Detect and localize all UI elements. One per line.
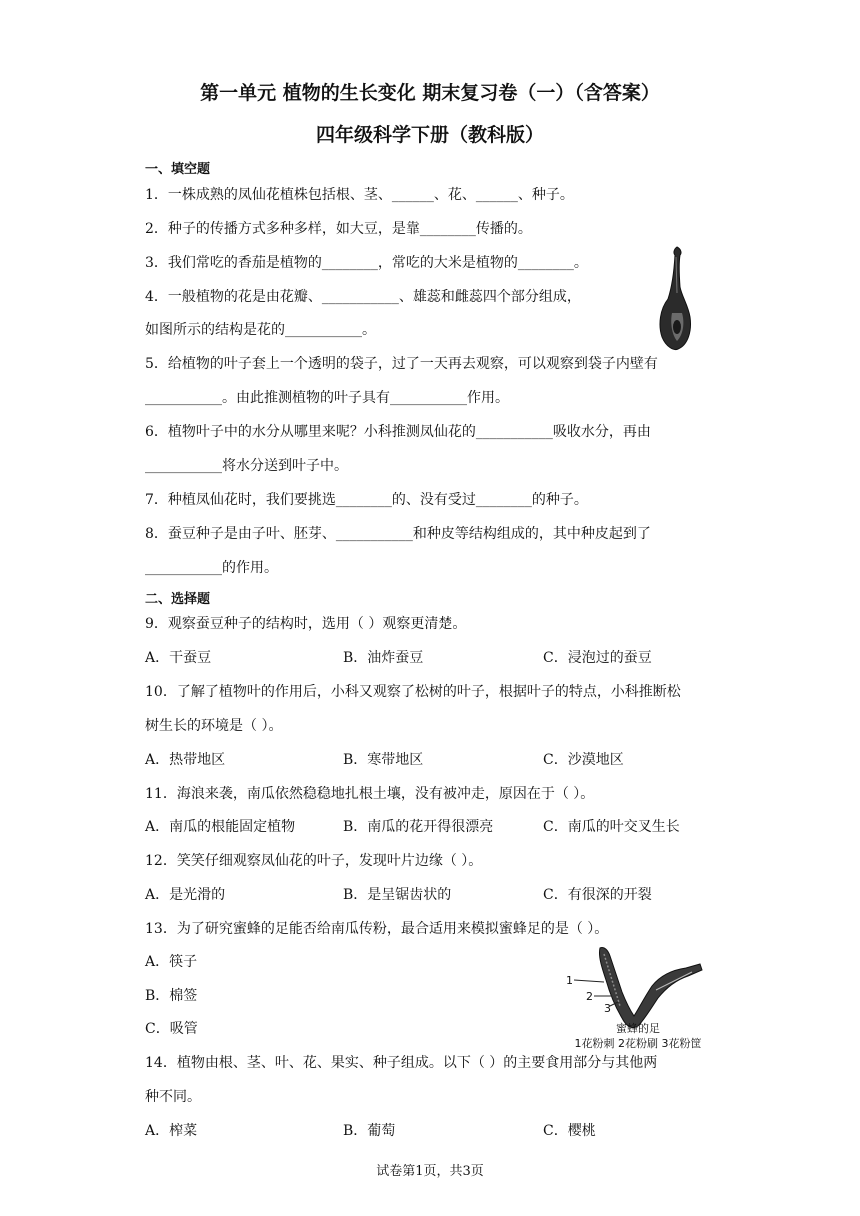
q9-option-b: B．油炸蚕豆 bbox=[343, 650, 424, 666]
question-3: 3．我们常吃的香茄是植物的________，常吃的大米是植物的________。 bbox=[145, 255, 588, 271]
question-9: 9．观察蚕豆种子的结构时，选用（ ）观察更清楚。 bbox=[145, 616, 467, 632]
question-5-line2: ___________。由此推测植物的叶子具有___________作用。 bbox=[145, 390, 509, 406]
question-1: 1．一株成熟的凤仙花植株包括根、茎、______、花、______、种子。 bbox=[145, 187, 574, 203]
question-11: 11．海浪来袭，南瓜依然稳稳地扎根土壤，没有被冲走，原因在于（ ）。 bbox=[145, 786, 595, 802]
q10-option-a: A．热带地区 bbox=[145, 752, 226, 768]
q12-option-a: A．是光滑的 bbox=[145, 887, 226, 903]
q11-option-b: B．南瓜的花开得很漂亮 bbox=[343, 819, 494, 835]
question-5-line1: 5．给植物的叶子套上一个透明的袋子，过了一天再去观察，可以观察到袋子内壁有 bbox=[145, 356, 658, 372]
page-footer: 试卷第1页，共3页 bbox=[376, 1164, 484, 1179]
q13-option-a: A．筷子 bbox=[145, 954, 198, 970]
q14-option-c: C．樱桃 bbox=[543, 1123, 596, 1139]
q12-option-c: C．有很深的开裂 bbox=[543, 887, 652, 903]
pistil-figure bbox=[650, 243, 700, 353]
q10-option-b: B．寒带地区 bbox=[343, 752, 424, 768]
q13-option-b: B．棉签 bbox=[145, 988, 198, 1004]
question-6-line1: 6．植物叶子中的水分从哪里来呢？小科推测凤仙花的___________吸收水分，再由 bbox=[145, 424, 651, 440]
question-2: 2．种子的传播方式多种多样，如大豆，是靠________传播的。 bbox=[145, 221, 532, 237]
q9-option-a: A．干蚕豆 bbox=[145, 650, 212, 666]
bee-caption-labels: 1花粉刺 2花粉刷 3花粉筐 bbox=[574, 1037, 702, 1050]
q13-option-c: C．吸管 bbox=[145, 1021, 198, 1037]
question-10-line1: 10．了解了植物叶的作用后，小科又观察了松树的叶子，根据叶子的特点，小科推断松 bbox=[145, 684, 681, 700]
question-10-line2: 树生长的环境是（ ）。 bbox=[145, 718, 283, 734]
section-fill-blank: 一、填空题 bbox=[145, 162, 211, 177]
question-14-line2: 种不同。 bbox=[145, 1089, 201, 1105]
question-4-line1: 4．一般植物的花是由花瓣、___________、雄蕊和雌蕊四个部分组成， bbox=[145, 289, 581, 305]
question-8-line1: 8．蚕豆种子是由子叶、胚芽、___________和种皮等结构组成的，其中种皮起到了 bbox=[145, 526, 651, 542]
q10-option-c: C．沙漠地区 bbox=[543, 752, 624, 768]
question-7: 7．种植凤仙花时，我们要挑选________的、没有受过________的种子。 bbox=[145, 492, 588, 508]
bee-label-3: 3 bbox=[604, 1002, 611, 1015]
q11-option-c: C．南瓜的叶交叉生长 bbox=[543, 819, 680, 835]
question-8-line2: ___________的作用。 bbox=[145, 560, 278, 576]
q11-option-a: A．南瓜的根能固定植物 bbox=[145, 819, 296, 835]
q9-option-c: C．浸泡过的蚕豆 bbox=[543, 650, 652, 666]
doc-title-line1: 第一单元 植物的生长变化 期末复习卷（一）（含答案） bbox=[200, 82, 660, 104]
question-4-line2: 如图所示的结构是花的___________。 bbox=[145, 322, 376, 338]
section-multiple-choice: 二、选择题 bbox=[145, 592, 211, 607]
q14-option-a: A．榨菜 bbox=[145, 1123, 198, 1139]
question-6-line2: ___________将水分送到叶子中。 bbox=[145, 458, 348, 474]
q12-option-b: B．是呈锯齿状的 bbox=[343, 887, 452, 903]
question-13: 13．为了研究蜜蜂的足能否给南瓜传粉，最合适用来模拟蜜蜂足的是（ ）。 bbox=[145, 921, 609, 937]
q14-option-b: B．葡萄 bbox=[343, 1123, 396, 1139]
bee-leg-figure bbox=[560, 940, 710, 1052]
bee-label-2: 2 bbox=[586, 990, 593, 1003]
question-12: 12．笑笑仔细观察凤仙花的叶子，发现叶片边缘（ ）。 bbox=[145, 853, 483, 869]
bee-caption-title: 蜜蜂的足 bbox=[616, 1022, 660, 1035]
question-14-line1: 14．植物由根、茎、叶、花、果实、种子组成。以下（ ）的主要食用部分与其他两 bbox=[145, 1055, 658, 1071]
bee-label-1: 1 bbox=[566, 974, 573, 987]
doc-title-line2: 四年级科学下册（教科版） bbox=[315, 124, 544, 146]
